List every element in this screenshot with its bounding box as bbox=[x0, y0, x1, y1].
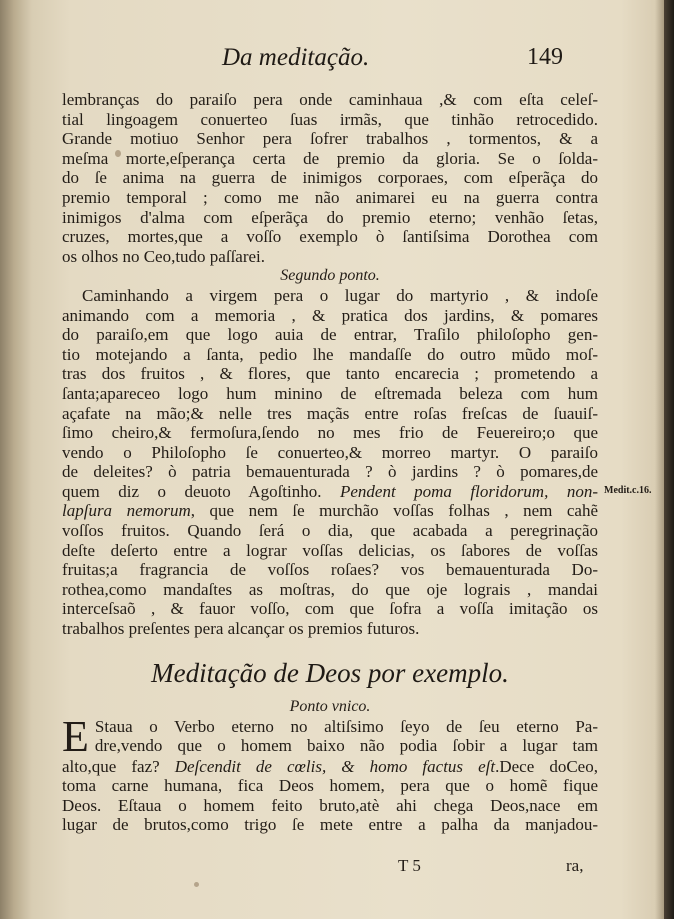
text-line: vendo o Philoſopho ſe conuerteo,& morreo martyr. O paraiſo bbox=[62, 442, 598, 462]
section-1-text bbox=[62, 90, 598, 639]
page-edge bbox=[664, 0, 674, 919]
text-line: tras dos fruitos , & flores, que tanto encarecia ; prometendo a bbox=[62, 364, 598, 384]
text-line: os olhos no Ceo,tudo paſſarei. bbox=[62, 246, 266, 266]
text-line: meſma morte,eſperança certa de premio da gloria. Se o ſolda- bbox=[62, 148, 598, 168]
text-line: inimigos d'alma com eſperãça do premio eterno; venhão ſetas, bbox=[62, 207, 598, 227]
section-title: Segundo ponto. bbox=[280, 267, 380, 285]
text-span: quem diz o deuoto Agoſtinho. bbox=[62, 481, 340, 501]
section-3-text bbox=[62, 697, 598, 835]
text-line: toma carne humana, fica Deos homem, pera que o homẽ fique bbox=[62, 776, 598, 796]
text-line: cruzes, mortes,que a voſſo exemplo ò ſantiſsima Dorothea com bbox=[62, 227, 598, 247]
text-line: tio motejando a ſanta, pedio lhe mandaſſe do outro mũdo moſ- bbox=[62, 344, 598, 364]
text-line: rothea,como mandaſtes as moſtras, do que oje lograis , mandai bbox=[62, 579, 598, 599]
text-line: do ſe anima na guerra de inimigos corporaes, com eſperãça do bbox=[62, 168, 598, 188]
text-line: interceſsaõ , & fauor voſſo, com que ſofra a voſſa imitação os bbox=[62, 599, 598, 619]
running-title: Da meditação. bbox=[222, 44, 370, 71]
text-line: fruitas;a fragrancia de voſſos roſaes? vos bemauenturada Do- bbox=[62, 560, 598, 580]
text-span: alto,que faz? bbox=[62, 756, 175, 776]
text-line: lembranças do paraiſo pera onde caminhaua ,& com eſta celeſ- bbox=[62, 90, 598, 109]
text-line: premio temporal ; como me não animarei eu na guerra contra bbox=[62, 187, 598, 207]
latin-quote: Pendent poma floridorum, non- bbox=[339, 481, 598, 501]
text-line: voſſos fruitos. Quando ſerá o dia, que acabada a peregrinação bbox=[62, 521, 598, 541]
text-line: ſimo cheiro,& fermoſura,ſendo no mes frio de Feuereiro;o que bbox=[62, 423, 598, 443]
section-subtitle: Ponto vnico. bbox=[289, 698, 371, 715]
text-line: do paraiſo,em que logo auia de entrar, Traſilo philoſopho gen- bbox=[62, 325, 598, 345]
text-line: lugar de brutos,como trigo ſe mete entre a palha da manjadou- bbox=[62, 815, 598, 835]
text-line: animando com a memoria , & pratica dos jardins, & pomares bbox=[62, 305, 598, 325]
text-line: de deleites? ò patria bemauenturada ? ò jardins ? ò pomares,de bbox=[62, 462, 598, 482]
text-span: .Dece doCeo, bbox=[495, 756, 598, 776]
text-line bbox=[62, 482, 598, 502]
ink-stain bbox=[194, 882, 199, 887]
text-line: açafate na mão;& nelle tres maçãs entre roſas freſcas de ſuauiſ- bbox=[62, 403, 598, 423]
text-line: deſte deſerto entre a lograr voſſas delicias, os ſabores de voſſas bbox=[62, 540, 598, 560]
latin-quote: lapſura nemorum bbox=[62, 501, 191, 521]
page-number: 149 bbox=[527, 44, 563, 70]
text-line bbox=[62, 501, 598, 521]
text-line: tial lingoagem conuerteo ſuas irmãs, que tinhão retrocedido. bbox=[62, 109, 598, 129]
text-line: ſanta;apareceo logo hum minino de eſtremada beleza com hum bbox=[62, 383, 598, 403]
drop-cap: E bbox=[62, 711, 89, 761]
text-span: , que nem ſe murchão voſſas folhas , nem cahẽ bbox=[190, 501, 598, 521]
signature-mark: T 5 bbox=[398, 856, 421, 875]
text-line: dre,vendo que o homem baixo não podia ſobir a lugar tam bbox=[94, 736, 598, 756]
section-heading: Meditação de Deos por exemplo. bbox=[151, 658, 509, 688]
text-line: trabalhos preſentes pera alcançar os premios futuros. bbox=[62, 619, 420, 639]
text-line: Caminhando a virgem pera o lugar do martyrio , & indoſe bbox=[82, 285, 598, 305]
running-header bbox=[0, 44, 674, 74]
margin-note: Medit.c.16. bbox=[604, 485, 652, 496]
text-line: Staua o Verbo eterno no altiſsimo ſeyo de ſeu eterno Pa- bbox=[94, 716, 598, 736]
text-line: Deos. Eſtaua o homem feito bruto,atè ahi chega Deos,nace em bbox=[62, 795, 598, 815]
catchword: ra, bbox=[566, 856, 584, 875]
text-line: Grande motiuo Senhor pera ſofrer trabalhos , tormentos, & a bbox=[62, 129, 598, 149]
text-line bbox=[62, 757, 598, 777]
latin-quote: Deſcendit de cœlis, & homo factus eſt bbox=[174, 756, 496, 776]
